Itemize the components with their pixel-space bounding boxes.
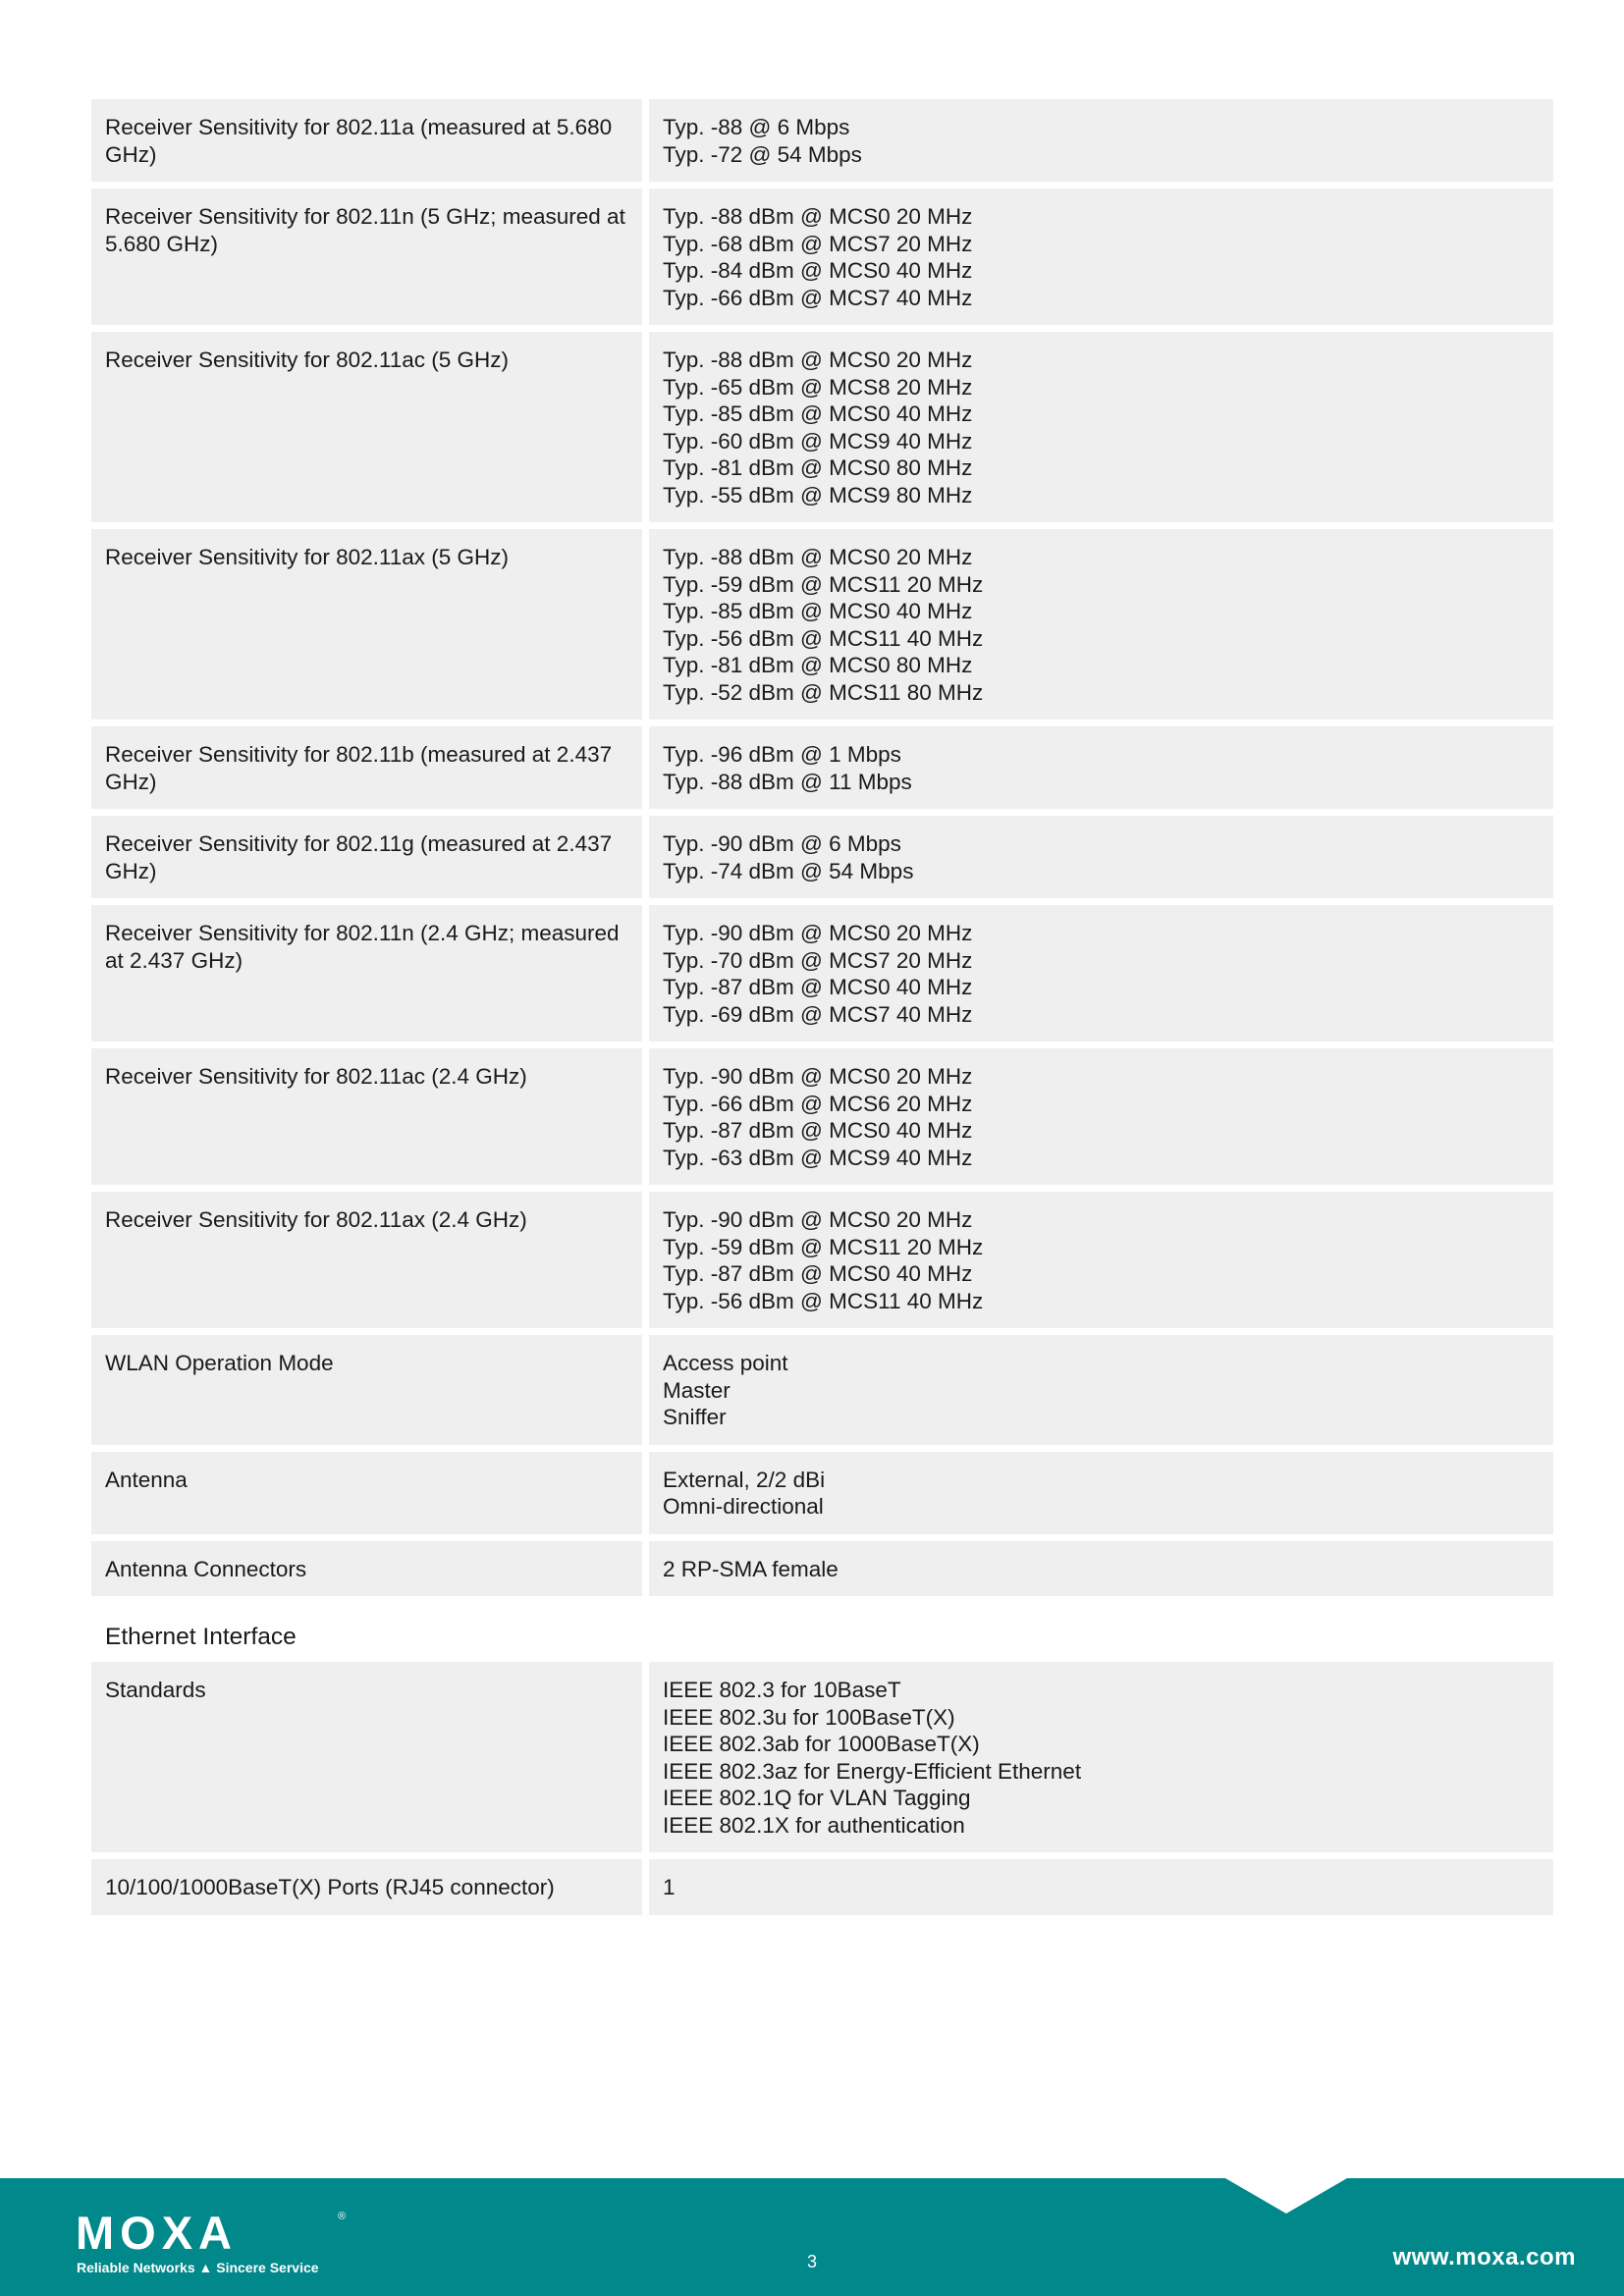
spec-label: Receiver Sensitivity for 802.11a (measured at 5.680 GHz) [91,99,642,182]
spec-value-line: IEEE 802.3ab for 1000BaseT(X) [663,1732,980,1756]
spec-values [649,1662,1553,1852]
spec-values [649,1192,1553,1328]
spec-row [91,905,1553,1041]
spec-value-line: Typ. -65 dBm @ MCS8 20 MHz [663,374,973,400]
spec-value-line: Typ. -72 @ 54 Mbps [663,141,862,167]
spec-row [91,1192,1553,1328]
spec-value-line: Typ. -60 dBm @ MCS9 40 MHz [663,428,973,454]
spec-values [649,1452,1553,1534]
spec-value-line: Typ. -70 dBm @ MCS7 20 MHz [663,947,973,973]
spec-row [91,188,1553,325]
spec-value-line: Sniffer [663,1405,727,1429]
spec-row [91,1452,1553,1534]
spec-group-ethernet [91,1662,1553,1915]
spec-label: Receiver Sensitivity for 802.11g (measured at 2.437 GHz) [91,816,642,898]
spec-value-line: Typ. -85 dBm @ MCS0 40 MHz [663,401,973,426]
spec-value-line: Typ. -88 dBm @ MCS0 20 MHz [663,347,973,372]
spec-value-line: Typ. -88 dBm @ 11 Mbps [663,769,912,794]
spec-value-line: 1 [663,1875,676,1899]
spec-label: Antenna [91,1452,642,1534]
spec-value-line: Typ. -56 dBm @ MCS11 40 MHz [663,625,984,651]
registered-mark: ® [338,2211,347,2222]
spec-row [91,332,1553,522]
spec-values [649,1859,1553,1915]
spec-values [649,332,1553,522]
spec-row [91,816,1553,898]
spec-value-line: Typ. -55 dBm @ MCS9 80 MHz [663,482,973,507]
spec-label: Receiver Sensitivity for 802.11ax (5 GHz) [91,529,642,720]
spec-value-line: Typ. -56 dBm @ MCS11 40 MHz [663,1288,984,1313]
footer-band [0,2178,1624,2296]
spec-label: Receiver Sensitivity for 802.11b (measured at 2.437 GHz) [91,726,642,809]
spec-value-line: Typ. -87 dBm @ MCS0 40 MHz [663,975,973,999]
spec-value-line: Typ. -88 @ 6 Mbps [663,115,850,139]
spec-value-line: Typ. -87 dBm @ MCS0 40 MHz [663,1118,973,1143]
spec-value-line: IEEE 802.3 for 10BaseT [663,1678,901,1702]
spec-label: Receiver Sensitivity for 802.11ac (2.4 GHz) [91,1048,642,1185]
spec-value-line: Master [663,1377,731,1403]
spec-value-line: Typ. -66 dBm @ MCS6 20 MHz [663,1091,973,1116]
spec-label: Receiver Sensitivity for 802.11n (5 GHz; measured at 5.680 GHz) [91,188,642,325]
spec-row [91,726,1553,809]
spec-value-line: Typ. -69 dBm @ MCS7 40 MHz [663,1001,973,1027]
logo-tagline: Reliable Networks ▲ Sincere Service [77,2260,319,2275]
spec-values [649,1541,1553,1597]
spec-label: Standards [91,1662,642,1852]
spec-value-line: Typ. -84 dBm @ MCS0 40 MHz [663,258,973,283]
spec-label: Receiver Sensitivity for 802.11n (2.4 GHz; measured at 2.437 GHz) [91,905,642,1041]
spec-table [91,99,1553,1922]
spec-value-line: Typ. -74 dBm @ 54 Mbps [663,858,914,883]
spec-values [649,188,1553,325]
spec-value-line: Typ. -85 dBm @ MCS0 40 MHz [663,599,973,623]
page-footer [0,2178,1624,2296]
spec-row [91,1662,1553,1852]
spec-value-line: Typ. -81 dBm @ MCS0 80 MHz [663,653,973,677]
spec-value-line: External, 2/2 dBi [663,1467,826,1492]
spec-label: Receiver Sensitivity for 802.11ax (2.4 GHz) [91,1192,642,1328]
spec-value-line: 2 RP-SMA female [663,1556,839,1581]
spec-value-line: Typ. -90 dBm @ MCS0 20 MHz [663,1207,973,1232]
spec-values [649,816,1553,898]
spec-value-line: Access point [663,1351,788,1375]
spec-value-line: Typ. -90 dBm @ 6 Mbps [663,831,901,856]
spec-row [91,1048,1553,1185]
moxa-logo: MOXA [76,2207,238,2259]
spec-values [649,905,1553,1041]
spec-value-line: Typ. -68 dBm @ MCS7 20 MHz [663,231,973,256]
spec-value-line: Typ. -96 dBm @ 1 Mbps [663,742,901,767]
spec-value-line: IEEE 802.1Q for VLAN Tagging [663,1786,971,1810]
spec-value-line: Typ. -59 dBm @ MCS11 20 MHz [663,1234,984,1259]
spec-value-line: Typ. -63 dBm @ MCS9 40 MHz [663,1145,973,1170]
spec-values [649,1048,1553,1185]
spec-row [91,1335,1553,1445]
spec-value-line: IEEE 802.1X for authentication [663,1812,965,1838]
spec-group-wireless [91,99,1553,1596]
spec-label: 10/100/1000BaseT(X) Ports (RJ45 connector) [91,1859,642,1915]
spec-value-line: Typ. -52 dBm @ MCS11 80 MHz [663,679,984,705]
spec-row [91,1859,1553,1915]
spec-value-line: IEEE 802.3u for 100BaseT(X) [663,1704,955,1730]
spec-values [649,529,1553,720]
spec-value-line: Typ. -66 dBm @ MCS7 40 MHz [663,285,973,310]
spec-row [91,1541,1553,1597]
website-link[interactable]: www.moxa.com [1392,2244,1576,2270]
spec-value-line: Typ. -88 dBm @ MCS0 20 MHz [663,204,973,229]
spec-value-line: Typ. -88 dBm @ MCS0 20 MHz [663,545,973,569]
spec-values [649,726,1553,809]
spec-values [649,1335,1553,1445]
spec-row [91,99,1553,182]
spec-value-line: Typ. -90 dBm @ MCS0 20 MHz [663,1064,973,1089]
spec-values [649,99,1553,182]
spec-value-line: Typ. -59 dBm @ MCS11 20 MHz [663,571,984,597]
spec-value-line: Omni-directional [663,1494,824,1519]
spec-row [91,529,1553,720]
spec-label: Antenna Connectors [91,1541,642,1597]
spec-value-line: Typ. -90 dBm @ MCS0 20 MHz [663,921,973,945]
spec-label: WLAN Operation Mode [91,1335,642,1445]
spec-label: Receiver Sensitivity for 802.11ac (5 GHz) [91,332,642,522]
spec-value-line: Typ. -87 dBm @ MCS0 40 MHz [663,1261,973,1286]
page-number: 3 [806,2252,817,2271]
section-heading: Ethernet Interface [105,1624,297,1650]
spec-value-line: IEEE 802.3az for Energy-Efficient Ethernet [663,1758,1082,1784]
spec-value-line: Typ. -81 dBm @ MCS0 80 MHz [663,455,973,480]
